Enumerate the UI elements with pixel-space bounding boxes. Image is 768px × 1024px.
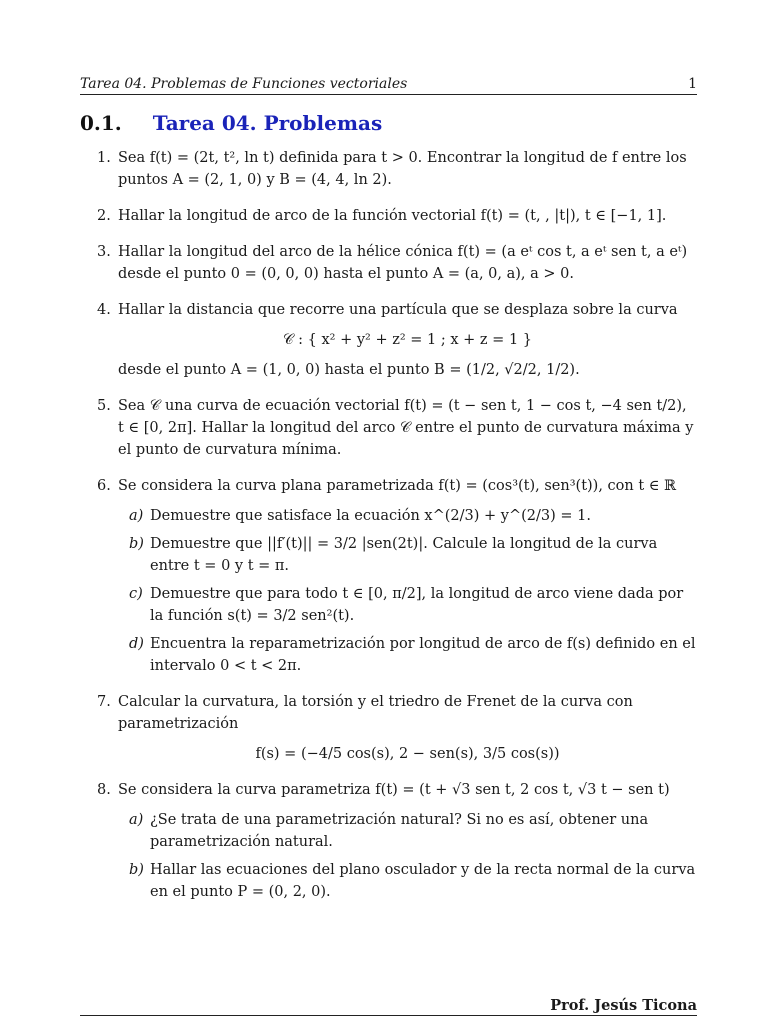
subproblem-list	[118, 809, 697, 903]
document-page	[80, 76, 697, 917]
section-heading	[80, 111, 697, 135]
problem-number: 4.	[97, 302, 111, 318]
problem-text: Hallar la longitud del arco de la hélice cónica f(t) = (a eᵗ cos t, a eᵗ sen t, a eᵗ) desde el punto 0 = (0, 0, 0) hasta el punto A = (a, 0, a), a > 0.	[118, 244, 688, 282]
page-footer	[80, 997, 697, 1016]
subproblem-item	[118, 505, 697, 527]
problem-item	[80, 475, 697, 677]
running-header	[80, 76, 697, 95]
problem-item	[80, 395, 697, 461]
subproblem-list	[118, 505, 697, 677]
subproblem-item	[118, 583, 697, 627]
problem-number: 7.	[97, 694, 111, 710]
section-number: 0.1.	[80, 111, 122, 135]
subproblem-letter: b)	[129, 536, 144, 552]
problem-text: Se considera la curva plana parametrizada f(t) = (cos³(t), sen³(t)), con t ∈ ℝ	[118, 478, 677, 494]
problem-text: Sea 𝒞 una curva de ecuación vectorial f(t) = (t − sen t, 1 − cos t, −4 sen t/2), t ∈ [0, 2π]. Hallar la longitud del arco 𝒞 entre el punto de curvatura máxima y el punto de curvatura mínima.	[118, 398, 694, 458]
subproblem-text: Demuestre que para todo t ∈ [0, π/2], la longitud de arco viene dada por la función s(t) = 3/2 sen²(t).	[150, 586, 684, 624]
subproblem-text: ¿Se trata de una parametrización natural? Si no es así, obtener una parametrización natural.	[150, 812, 649, 850]
subproblem-letter: c)	[129, 586, 143, 602]
subproblem-item	[118, 809, 697, 853]
subproblem-text: Encuentra la reparametrización por longitud de arco de f(s) definido en el intervalo 0 < t < 2π.	[150, 636, 696, 674]
problem-text: Se considera la curva parametriza f(t) = (t + √3 sen t, 2 cos t, √3 t − sen t)	[118, 782, 670, 798]
subproblem-text: Hallar las ecuaciones del plano osculador y de la recta normal de la curva en el punto P = (0, 2, 0).	[150, 862, 696, 900]
display-equation: 𝒞 : { x² + y² + z² = 1 ; x + z = 1 }	[283, 332, 532, 348]
problem-number: 6.	[97, 478, 111, 494]
problem-number: 2.	[97, 208, 111, 224]
problem-item	[80, 241, 697, 285]
problem-list	[80, 147, 697, 903]
problem-text: Hallar la distancia que recorre una partícula que se desplaza sobre la curva	[118, 302, 678, 318]
author-signature: Prof. Jesús Ticona	[550, 997, 697, 1014]
display-equation: f(s) = (−4/5 cos(s), 2 − sen(s), 3/5 cos(s))	[255, 746, 560, 762]
subproblem-item	[118, 633, 697, 677]
subproblem-letter: b)	[129, 862, 144, 878]
problem-item	[80, 205, 697, 227]
subproblem-letter: a)	[129, 812, 144, 828]
problem-item	[80, 147, 697, 191]
problem-number: 8.	[97, 782, 111, 798]
problem-item	[80, 691, 697, 765]
problem-text: Sea f(t) = (2t, t², ln t) definida para t > 0. Encontrar la longitud de f entre los puntos A = (2, 1, 0) y B = (4, 4, ln 2).	[118, 150, 687, 188]
problem-number: 1.	[97, 150, 111, 166]
subproblem-text: Demuestre que ||f′(t)|| = 3/2 |sen(2t)|. Calcule la longitud de la curva entre t = 0 y t = π.	[150, 536, 658, 574]
problem-text: Calcular la curvatura, la torsión y el triedro de Frenet de la curva con parametrización	[118, 694, 633, 732]
problem-text: Hallar la longitud de arco de la función vectorial f(t) = (t, , |t|), t ∈ [−1, 1].	[118, 208, 667, 224]
subproblem-item	[118, 859, 697, 903]
subproblem-item	[118, 533, 697, 577]
page-number: 1	[688, 76, 697, 92]
subproblem-letter: a)	[129, 508, 144, 524]
problem-number: 5.	[97, 398, 111, 414]
subproblem-text: Demuestre que satisface la ecuación x^(2/3) + y^(2/3) = 1.	[150, 508, 591, 524]
problem-item	[80, 299, 697, 381]
section-title: Tarea 04. Problemas	[152, 111, 383, 135]
problem-number: 3.	[97, 244, 111, 260]
subproblem-letter: d)	[129, 636, 144, 652]
problem-item	[80, 779, 697, 903]
problem-text-continued: desde el punto A = (1, 0, 0) hasta el punto B = (1/2, √2/2, 1/2).	[118, 362, 580, 378]
header-title: Tarea 04. Problemas de Funciones vectoriales	[80, 76, 408, 92]
